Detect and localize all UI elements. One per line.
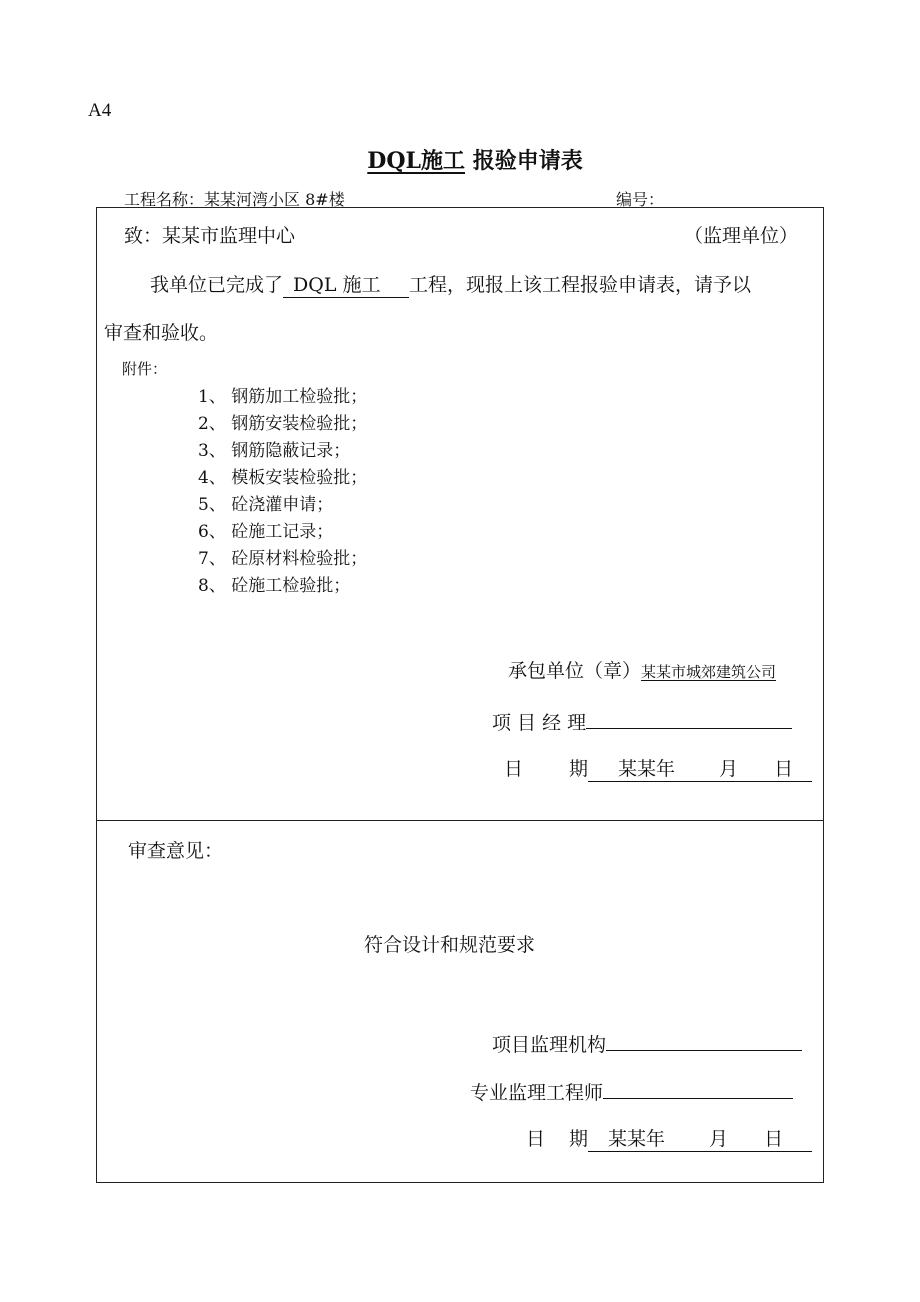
attachment-item: 1、 钢筋加工检验批； xyxy=(198,387,368,407)
supervising-engineer-label: 专业监理工程师 xyxy=(470,1082,604,1104)
body-filled-project: DQL 施工 xyxy=(283,270,409,298)
attachments-label: 附件： xyxy=(122,360,168,378)
supervision-org xyxy=(492,1028,802,1057)
date-2-month: 月 xyxy=(709,1128,729,1150)
body-prefix: 我单位已完成了 xyxy=(150,274,284,296)
body-line-1 xyxy=(150,270,751,298)
project-name-label: 工程名称： xyxy=(124,190,205,209)
addressee-value: 某某市监理中心 xyxy=(162,225,296,247)
date-1-ri: 日 xyxy=(504,758,524,780)
review-label: 审查意见： xyxy=(128,840,224,862)
date-1-year: 某某年 xyxy=(618,758,676,780)
attachment-item: 2、 钢筋安装检验批； xyxy=(198,414,368,434)
date-2-line xyxy=(588,1124,812,1152)
attachment-item: 4、 模板安装检验批； xyxy=(198,468,368,488)
supervising-engineer xyxy=(470,1076,793,1105)
project-manager xyxy=(492,706,792,735)
date-2-year: 某某年 xyxy=(608,1128,666,1150)
body-line-2: 审查和验收。 xyxy=(104,322,219,344)
date-1-line xyxy=(588,754,812,782)
attachment-item: 3、 钢筋隐蔽记录； xyxy=(198,441,351,461)
attachment-item: 5、 砼浇灌申请； xyxy=(198,495,334,515)
form-code: A4 xyxy=(88,100,112,121)
supervision-org-label: 项目监理机构 xyxy=(492,1034,607,1056)
date-1-qi: 期 xyxy=(569,758,589,780)
attachment-item: 6、 砼施工记录； xyxy=(198,522,334,542)
attachment-item: 7、 砼原材料检验批； xyxy=(198,549,368,569)
contractor xyxy=(508,656,776,683)
attachment-item: 8、 砼施工检验批； xyxy=(198,576,351,596)
date-1-month: 月 xyxy=(719,758,739,780)
project-name-value: 某某河湾小区 8#楼 xyxy=(204,190,345,209)
date-1-day: 日 xyxy=(774,758,794,780)
date-2 xyxy=(526,1124,812,1152)
review-opinion: 符合设计和规范要求 xyxy=(364,934,536,956)
addressee xyxy=(124,221,295,248)
number-label: 编号： xyxy=(616,190,665,209)
date-2-qi: 期 xyxy=(569,1128,589,1150)
date-1 xyxy=(504,754,812,782)
contractor-label: 承包单位（章） xyxy=(508,660,642,682)
supervision-unit-note: （监理单位） xyxy=(684,225,799,247)
project-manager-signature-line xyxy=(586,706,792,729)
page-title xyxy=(0,144,920,175)
supervising-engineer-line xyxy=(603,1076,793,1099)
date-2-day: 日 xyxy=(764,1128,784,1150)
title-project-type: DQL施工 xyxy=(367,148,466,174)
project-manager-label: 项 目 经 理 xyxy=(492,712,587,734)
title-rest: 报验申请表 xyxy=(472,148,583,174)
supervision-org-line xyxy=(606,1028,802,1051)
contractor-value: 某某市城郊建筑公司 xyxy=(641,663,777,681)
date-2-ri: 日 xyxy=(526,1128,546,1150)
body-suffix: 工程，现报上该工程报验申请表，请予以 xyxy=(409,274,752,296)
section-divider xyxy=(96,820,824,821)
addressee-label: 致： xyxy=(124,225,163,247)
